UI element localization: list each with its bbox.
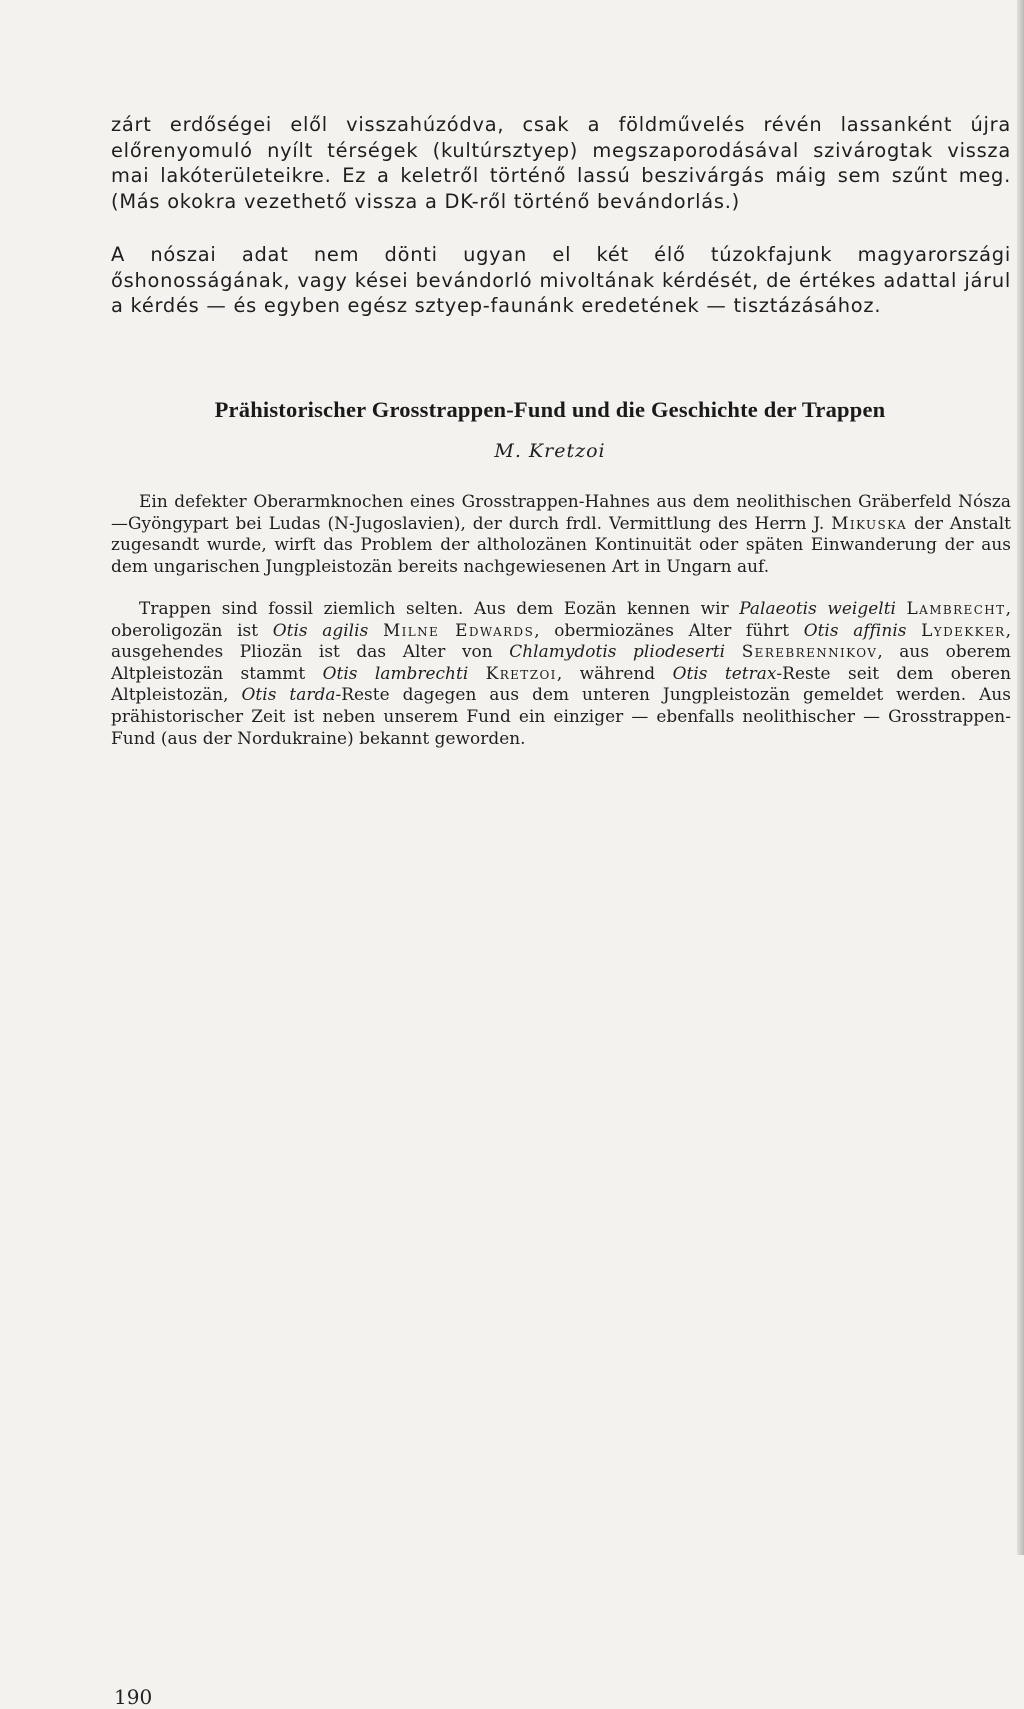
author-name-smallcaps: Milne Edwards bbox=[382, 619, 535, 640]
hungarian-paragraph-1: zárt erdőségei elől visszahúzódva, csak a földművelés révén lassanként újra előrenyomuló nyílt térségek (kultúrsztyep) megszaporodásával szivárogtak vissza mai lakóterületeikre. Ez a keletről történő lassú beszivárgás máig sem szűnt meg. (Más okokra vezethető vissza a DK-ről történő bevándorlás.) bbox=[111, 113, 1011, 213]
species-name: Otis lambrechti bbox=[322, 662, 469, 683]
page-edge-shadow bbox=[1017, 0, 1024, 1555]
german-text-segment: , ausgehendes Pliozän ist das Alter von bbox=[111, 619, 1011, 662]
german-text-segment: Trappen sind fossil ziemlich selten. Aus dem Eozän kennen wir bbox=[139, 598, 729, 618]
species-name: Otis tarda bbox=[241, 684, 336, 705]
german-text-segment: , oberoligozän ist bbox=[111, 598, 1011, 640]
author-name-smallcaps: Lambrecht bbox=[906, 598, 1006, 618]
species-name: Otis tetrax bbox=[672, 662, 777, 683]
species-name: Chlamydotis pliodeserti bbox=[509, 641, 726, 662]
german-text-segment: der Anstalt zugesandt wurde, wirft das Problem der altholozänen Kontinuität oder späten Einwanderung der aus dem ungarischen Jungpleistozän bereits nachgewiesenen Art in Ungarn auf. bbox=[111, 512, 1011, 576]
species-name: Otis affinis bbox=[803, 619, 907, 640]
page-number: 190 bbox=[114, 1685, 153, 1709]
hungarian-paragraph-2: A nószai adat nem dönti ugyan el két élő túzokfajunk magyarországi őshonosságának, vagy kései bevándorló mivoltának kérdését, de értékes adattal járul a kérdés — és egyben egész sztyep-faunánk eredetének — tisztázásához. bbox=[111, 243, 1011, 317]
species-name: Otis agilis bbox=[272, 619, 369, 640]
german-text-segment: Ein defekter Oberarmknochen eines Grosstrappen-Hahnes aus dem neolithischen Gräberfeld Nósza—Gyöngypart bei Ludas (N-Jugoslavien), der durch frdl. Vermittlung des Herrn J. bbox=[111, 491, 1011, 533]
author-name-smallcaps: Mikuska bbox=[831, 512, 908, 533]
article-author: M. Kretzoi bbox=[494, 440, 606, 462]
german-text-segment: , aus oberem Altpleistozän stammt bbox=[111, 641, 1011, 683]
author-name-smallcaps: Serebrennikov bbox=[741, 641, 878, 662]
german-paragraph-1 bbox=[111, 491, 1011, 577]
german-text-segment: , obermiozänes Alter führt bbox=[534, 619, 790, 640]
author-name-smallcaps: Lydekker bbox=[921, 619, 1006, 640]
german-paragraph-2 bbox=[111, 598, 1011, 749]
author-name-smallcaps: Kretzoi bbox=[485, 662, 557, 683]
german-text-segment: , während bbox=[556, 662, 656, 683]
species-name: Palaeotis weigelti bbox=[739, 598, 897, 618]
article-title: Prähistorischer Grosstrappen-Fund und die Geschichte der Trappen bbox=[214, 397, 886, 422]
german-text-segment: -Reste dagegen aus dem unteren Jungpleistozän gemeldet werden. Aus prähistorischer Zeit ist neben unserem Fund ein einziger — ebenfalls neolithischer — Grosstrappen-Fund (aus der Nordukraine) bekannt geworden. bbox=[111, 684, 1011, 748]
german-text-segment: -Reste seit dem oberen Altpleistozän, bbox=[111, 662, 1012, 705]
